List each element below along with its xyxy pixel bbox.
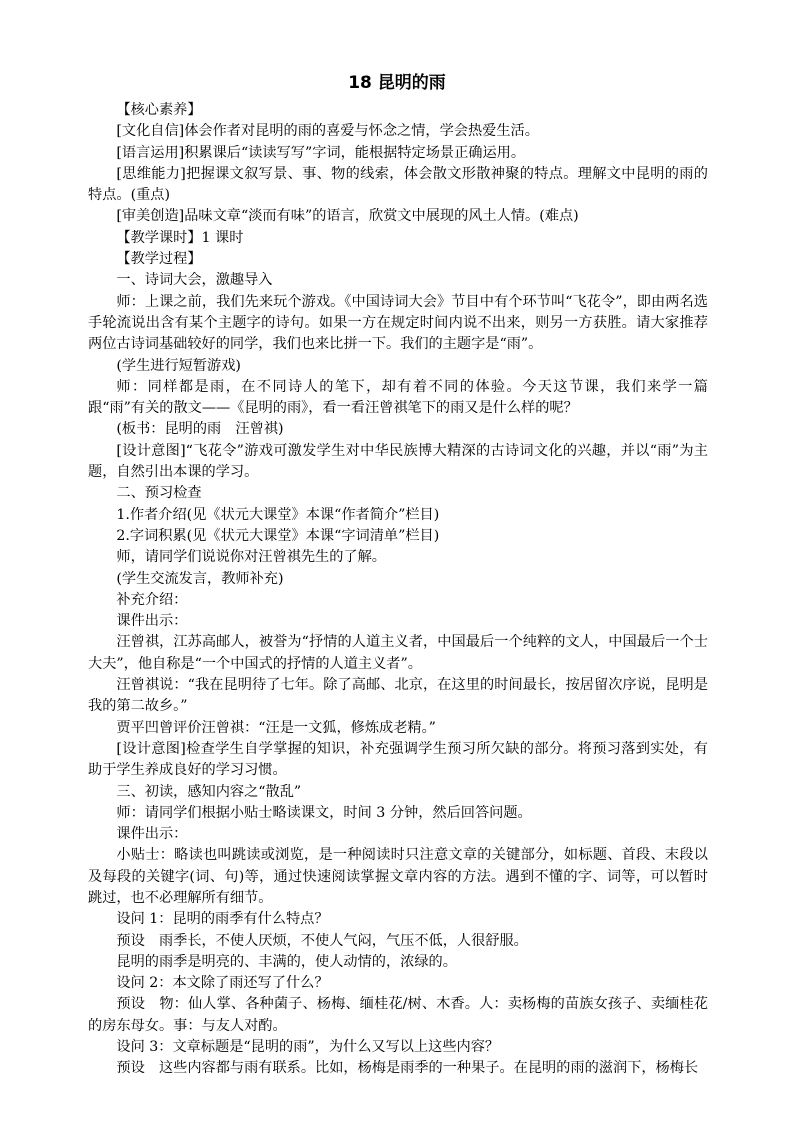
paragraph: [设计意图]检查学生自学掌握的知识，补充强调学生预习所欠缺的部分。将预习落到实处，有助于学生养成良好的学习习惯。 <box>88 740 708 779</box>
section-heading: 【核心素养】 <box>116 102 202 118</box>
paragraph: 课件出示： <box>116 613 188 630</box>
paragraph: 师：同样都是雨，在不同诗人的笔下，却有着不同的体验。今天这节课，我们来学一篇跟“雨”有关的散文——《昆明的雨》，看一看汪曾祺笔下的雨又是什么样的呢？ <box>88 378 708 417</box>
section-heading: 一、诗词大会，激趣导入 <box>116 272 273 289</box>
paragraph: 预设 雨季长，不使人厌烦，不使人气闷，气压不低，人很舒服。 <box>116 932 528 949</box>
paragraph: [文化自信]体会作者对昆明的雨的喜爱与怀念之情，学会热爱生活。 <box>116 123 539 140</box>
paragraph: 设问 1：昆明的雨季有什么特点？ <box>116 911 329 928</box>
paragraph: (学生交流发言，教师补充) <box>116 570 284 587</box>
paragraph: 师，请同学们说说你对汪曾祺先生的了解。 <box>116 549 386 566</box>
paragraph: 师：上课之前，我们先来玩个游戏。《中国诗词大会》节目中有个环节叫“飞花令”，即由两名选手轮流说出含有某个主题字的诗句。如果一方在规定时间内说不出来，则另一方获胜。请大家推荐两位古诗词基础较好的同学，我们也来比拼一下。我们的主题字是“雨”。 <box>88 293 708 353</box>
section-heading: 【教学课时】1 课时 <box>116 229 244 246</box>
paragraph: 小贴士：略读也叫跳读或浏览，是一种阅读时只注意文章的关键部分，如标题、首段、末段以及每段的关键字(词、句)等，通过快速阅读掌握文章内容的方法。遇到不懂的字、词等，可以暂时跳过，也不必理解所有细节。 <box>88 847 708 906</box>
paragraph: 预设 物：仙人掌、各种菌子、杨梅、缅桂花/树、木香。人：卖杨梅的苗族女孩子、卖缅桂花的房东母女。事：与友人对酌。 <box>88 996 708 1034</box>
section-heading: 【教学过程】 <box>116 251 202 268</box>
section-heading: 二、预习检查 <box>116 485 202 502</box>
paragraph: 贾平凹曾评价汪曾祺：“汪是一文狐，修炼成老精。” <box>116 719 436 736</box>
paragraph: (学生进行短暂游戏) <box>116 357 241 374</box>
paragraph: [审美创造]品味文章“淡而有味”的语言，欣赏文中展现的风土人情。(难点) <box>116 208 579 225</box>
section-heading: 三、初读，感知内容之“散乱” <box>116 783 302 800</box>
paragraph: 汪曾祺说：“我在昆明待了七年。除了高邮、北京，在这里的时间最长，按居留次序说，昆明是我的第二故乡。” <box>88 677 708 715</box>
paragraph: 昆明的雨季是明亮的、丰满的，使人动情的，浓绿的。 <box>116 953 457 970</box>
paragraph: 课件出示： <box>116 826 188 843</box>
page-title: 18 昆明的雨 <box>348 73 446 93</box>
paragraph: 师：请同学们根据小贴士略读课文，时间 3 分钟，然后回答问题。 <box>116 804 532 821</box>
paragraph: 汪曾祺，江苏高邮人，被誉为“抒情的人道主义者，中国最后一个纯粹的文人，中国最后一个士大夫”，他自称是“一个中国式的抒情的人道主义者”。 <box>88 634 708 672</box>
paragraph: 设问 2：本文除了雨还写了什么？ <box>116 975 329 992</box>
paragraph: 设问 3：文章标题是“昆明的雨”，为什么又写以上这些内容？ <box>116 1039 500 1056</box>
paragraph: [设计意图]“飞花令”游戏可激发学生对中华民族博大精深的古诗词文化的兴趣，并以“雨”为主题，自然引出本课的学习。 <box>88 442 708 481</box>
paragraph: 补充介绍： <box>116 591 188 608</box>
paragraph: [思维能力]把握课文叙写景、事、物的线索，体会散文形散神聚的特点。理解文中昆明的雨的特点。(重点) <box>88 165 708 204</box>
paragraph: 预设 这些内容都与雨有联系。比如，杨梅是雨季的一种果子。在昆明的雨的滋润下，杨梅长 <box>116 1060 699 1077</box>
paragraph: (板书：昆明的雨 汪曾祺) <box>116 421 284 438</box>
document-body <box>88 100 708 1080</box>
paragraph: [语言运用]积累课后“读读写写”字词，能根据特定场景正确运用。 <box>116 144 526 161</box>
paragraph: 1.作者介绍(见《状元大课堂》本课“作者简介”栏目) <box>116 506 440 523</box>
paragraph: 2.字词积累(见《状元大课堂》本课“字词清单”栏目) <box>116 527 440 544</box>
